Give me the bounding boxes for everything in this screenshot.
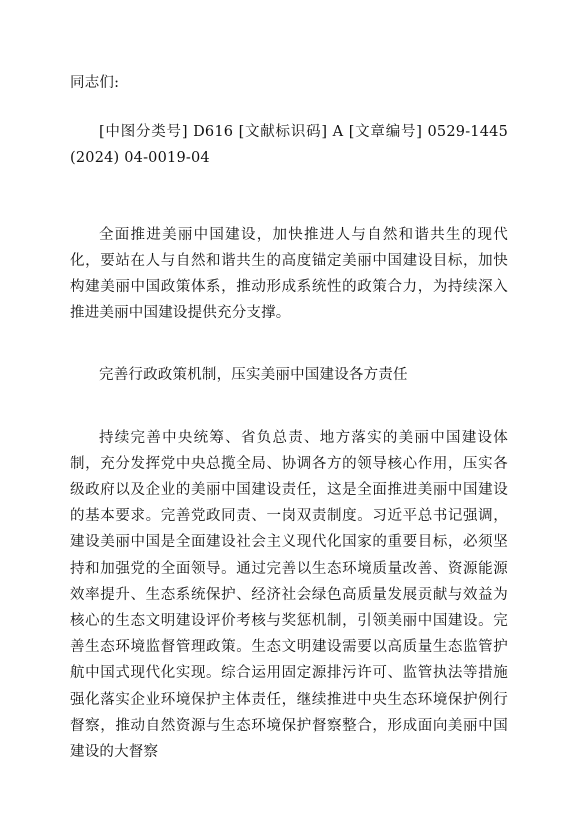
section-heading: 完善行政政策机制，压实美丽中国建设各方责任 [99,367,408,384]
greeting: 同志们: [70,75,120,91]
classification-info: [中图分类号] D616 [文献标识码] A [文章编号] 0529-1445 (2024) 04-0019-04 [70,124,508,167]
intro-paragraph: 全面推进美丽中国建设，加快推进人与自然和谐共生的现代化，要站在人与自然和谐共生的高度锚定美丽中国建设目标，加快构建美丽中国政策体系，推动形成系统性的政策合力，为持续深入推进美丽中国建设提供充分支撑。 [70,226,508,322]
body-paragraph: 持续完善中央统筹、省负总责、地方落实的美丽中国建设体制，充分发挥党中央总揽全局、协调各方的领导核心作用，压实各级政府以及企业的美丽中国建设责任，这是全面推进美丽中国建设的基本要求。完善党政同责、一岗双责制度。习近平总书记强调，建设美丽中国是全面建设社会主义现代化国家的重要目标，必须坚持和加强党的全面领导。通过完善以生态环境质量改善、资源能源效率提升、生态系统保护、经济社会绿色高质量发展贡献与效益为核心的生态文明建设评价考核与奖惩机制，引领美丽中国建设。完善生态环境监督管理政策。生态文明建设需要以高质量生态监管护航中国式现代化实现。综合运用固定源排污许可、监管执法等措施强化落实企业环境保护主体责任，继续推进中央生态环境保护例行督察，推动自然资源与生态环境保护督察整合，形成面向美丽中国建设的大督察 [70,429,508,761]
